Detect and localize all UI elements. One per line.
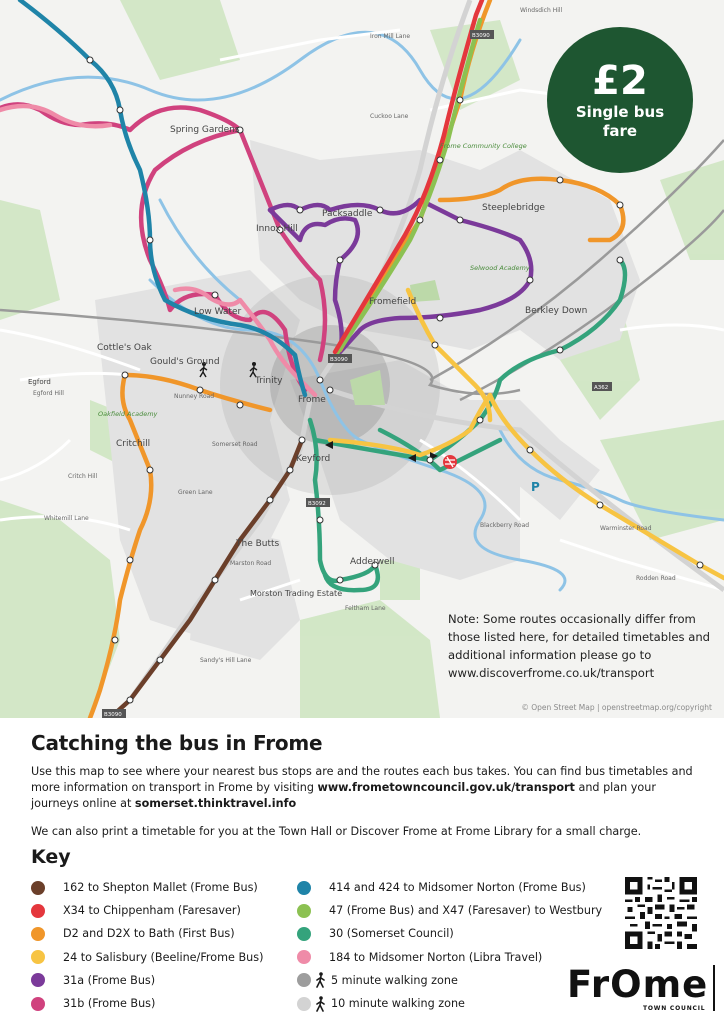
logo-wordmark: FrOme xyxy=(567,963,709,1006)
key-label: 5 minute walking zone xyxy=(331,973,458,987)
key-item xyxy=(297,899,602,922)
road-label: Warminster Road xyxy=(600,525,652,532)
logo-divider xyxy=(713,965,715,1011)
fare-badge xyxy=(547,27,693,173)
key-item xyxy=(31,899,263,922)
place-label: Trinity xyxy=(255,376,283,386)
route-swatch xyxy=(297,927,311,941)
key-item xyxy=(31,946,263,969)
key-item xyxy=(31,969,263,992)
logo-subtitle: TOWN COUNCIL xyxy=(643,1005,706,1012)
place-label: Steeplebridge xyxy=(482,203,545,213)
key-list-right xyxy=(297,876,602,1015)
qr-code[interactable] xyxy=(625,877,697,949)
key-label: 24 to Salisbury (Beeline/Frome Bus) xyxy=(63,950,264,964)
road-number-label: A362 xyxy=(594,385,609,391)
route-swatch xyxy=(31,881,45,895)
frome-town-council-logo xyxy=(567,963,717,1015)
key-label: 162 to Shepton Mallet (Frome Bus) xyxy=(63,881,258,895)
zone-swatch xyxy=(297,973,311,987)
route-swatch xyxy=(31,997,45,1011)
key-item xyxy=(31,922,263,945)
key-item xyxy=(297,876,602,899)
place-label: Selwood Academy xyxy=(470,264,530,272)
place-label: Packsaddle xyxy=(322,209,373,219)
key-label: 184 to Midsomer Norton (Libra Travel) xyxy=(329,950,543,964)
place-label: Frome Community College xyxy=(440,142,527,150)
key-item xyxy=(31,876,263,899)
key-label: X34 to Chippenham (Faresaver) xyxy=(63,904,241,918)
road-label: Critch Hill xyxy=(68,473,98,480)
intro-text: Use this map to see where your nearest bus stops are and the routes each bus takes. You can find bus timetables and more information on transport in Frome by visiting xyxy=(31,765,693,795)
place-label: Frome xyxy=(298,395,326,405)
fare-amount: £2 xyxy=(592,58,648,104)
key-label: D2 and D2X to Bath (First Bus) xyxy=(63,927,235,941)
intro-paragraph xyxy=(31,764,703,813)
key-title: Key xyxy=(31,846,71,868)
road-label: Sandy's Hill Lane xyxy=(200,657,252,664)
svg-text:P: P xyxy=(531,480,540,494)
key-label: 30 (Somerset Council) xyxy=(329,927,454,941)
info-section xyxy=(31,730,703,840)
road-number-label: B3090 xyxy=(104,712,122,718)
place-label: Critchill xyxy=(116,439,151,449)
key-label: 47 (Frome Bus) and X47 (Faresaver) to Westbury xyxy=(329,904,603,918)
place-label: Morston Trading Estate xyxy=(250,589,343,598)
road-label: Green Lane xyxy=(178,489,213,496)
key-item xyxy=(297,922,602,945)
place-label: Spring Gardens xyxy=(170,125,240,135)
place-label: Low Water xyxy=(194,307,242,317)
place-label: Oakfield Academy xyxy=(98,410,158,418)
map-note: Note: Some routes occasionally differ from those listed here, for detailed timetables and additional information please go to www.discoverfrome.co.uk/transport xyxy=(448,612,711,680)
place-label: Fromefield xyxy=(369,297,417,307)
route-swatch xyxy=(297,904,311,918)
road-label: Blackberry Road xyxy=(480,522,530,529)
map-credit: © Open Street Map | openstreetmap.org/copyright xyxy=(521,703,712,712)
zone-swatch xyxy=(297,997,311,1011)
place-label: Gould's Ground xyxy=(150,357,220,367)
railway-station-icon xyxy=(443,455,457,469)
key-label: 10 minute walking zone xyxy=(331,997,465,1011)
route-swatch xyxy=(31,973,45,987)
road-number-label: B3090 xyxy=(330,357,348,363)
road-label: Marston Road xyxy=(230,560,272,567)
walking-person-icon xyxy=(314,996,327,1012)
parking-icon xyxy=(531,480,540,494)
key-label: 31a (Frome Bus) xyxy=(63,973,156,987)
route-swatch xyxy=(31,950,45,964)
page-title: Catching the bus in Frome xyxy=(31,731,323,755)
road-label: Feltham Lane xyxy=(345,605,386,612)
place-label: Keyford xyxy=(296,454,331,464)
place-label: Berkley Down xyxy=(525,306,588,316)
road-number-label: B3090 xyxy=(472,33,490,39)
key-item xyxy=(297,992,602,1015)
key-label: 31b (Frome Bus) xyxy=(63,997,156,1011)
fare-label: Single bus fare xyxy=(575,103,665,140)
timetable-paragraph: We can also print a timetable for you at the Town Hall or Discover Frome at Frome Library for a small charge. xyxy=(31,824,642,838)
key-list-left xyxy=(31,876,263,1015)
road-label: Whitemill Lane xyxy=(44,515,89,522)
road-label: Somerset Road xyxy=(212,441,258,448)
council-transport-link[interactable]: www.frometowncouncil.gov.uk/transport xyxy=(317,781,575,795)
key-item xyxy=(297,969,602,992)
route-swatch xyxy=(31,927,45,941)
place-label: Adderwell xyxy=(350,557,395,567)
place-label: The Butts xyxy=(236,539,280,549)
road-label: Egford Hill xyxy=(33,390,64,397)
road-label: Windsdich Hill xyxy=(520,7,563,14)
road-label: Cuckoo Lane xyxy=(370,113,409,120)
road-number-label: B3092 xyxy=(308,501,326,507)
route-swatch xyxy=(297,950,311,964)
road-label: Rodden Road xyxy=(636,575,676,582)
key-item xyxy=(31,992,263,1015)
place-label: Cottle's Oak xyxy=(97,343,152,353)
intro-text-mid: and plan your journeys online at xyxy=(31,781,656,811)
place-label: Egford xyxy=(28,378,51,386)
route-swatch xyxy=(297,881,311,895)
key-item xyxy=(297,946,602,969)
road-label: Nunney Road xyxy=(174,393,215,400)
place-label: Innox Hill xyxy=(256,224,298,234)
road-label: Iron Mill Lane xyxy=(370,33,411,40)
key-label: 414 and 424 to Midsomer Norton (Frome Bus) xyxy=(329,881,586,895)
route-swatch xyxy=(31,904,45,918)
thinktravel-link[interactable]: somerset.thinktravel.info xyxy=(134,797,297,811)
walking-person-icon xyxy=(314,972,327,988)
